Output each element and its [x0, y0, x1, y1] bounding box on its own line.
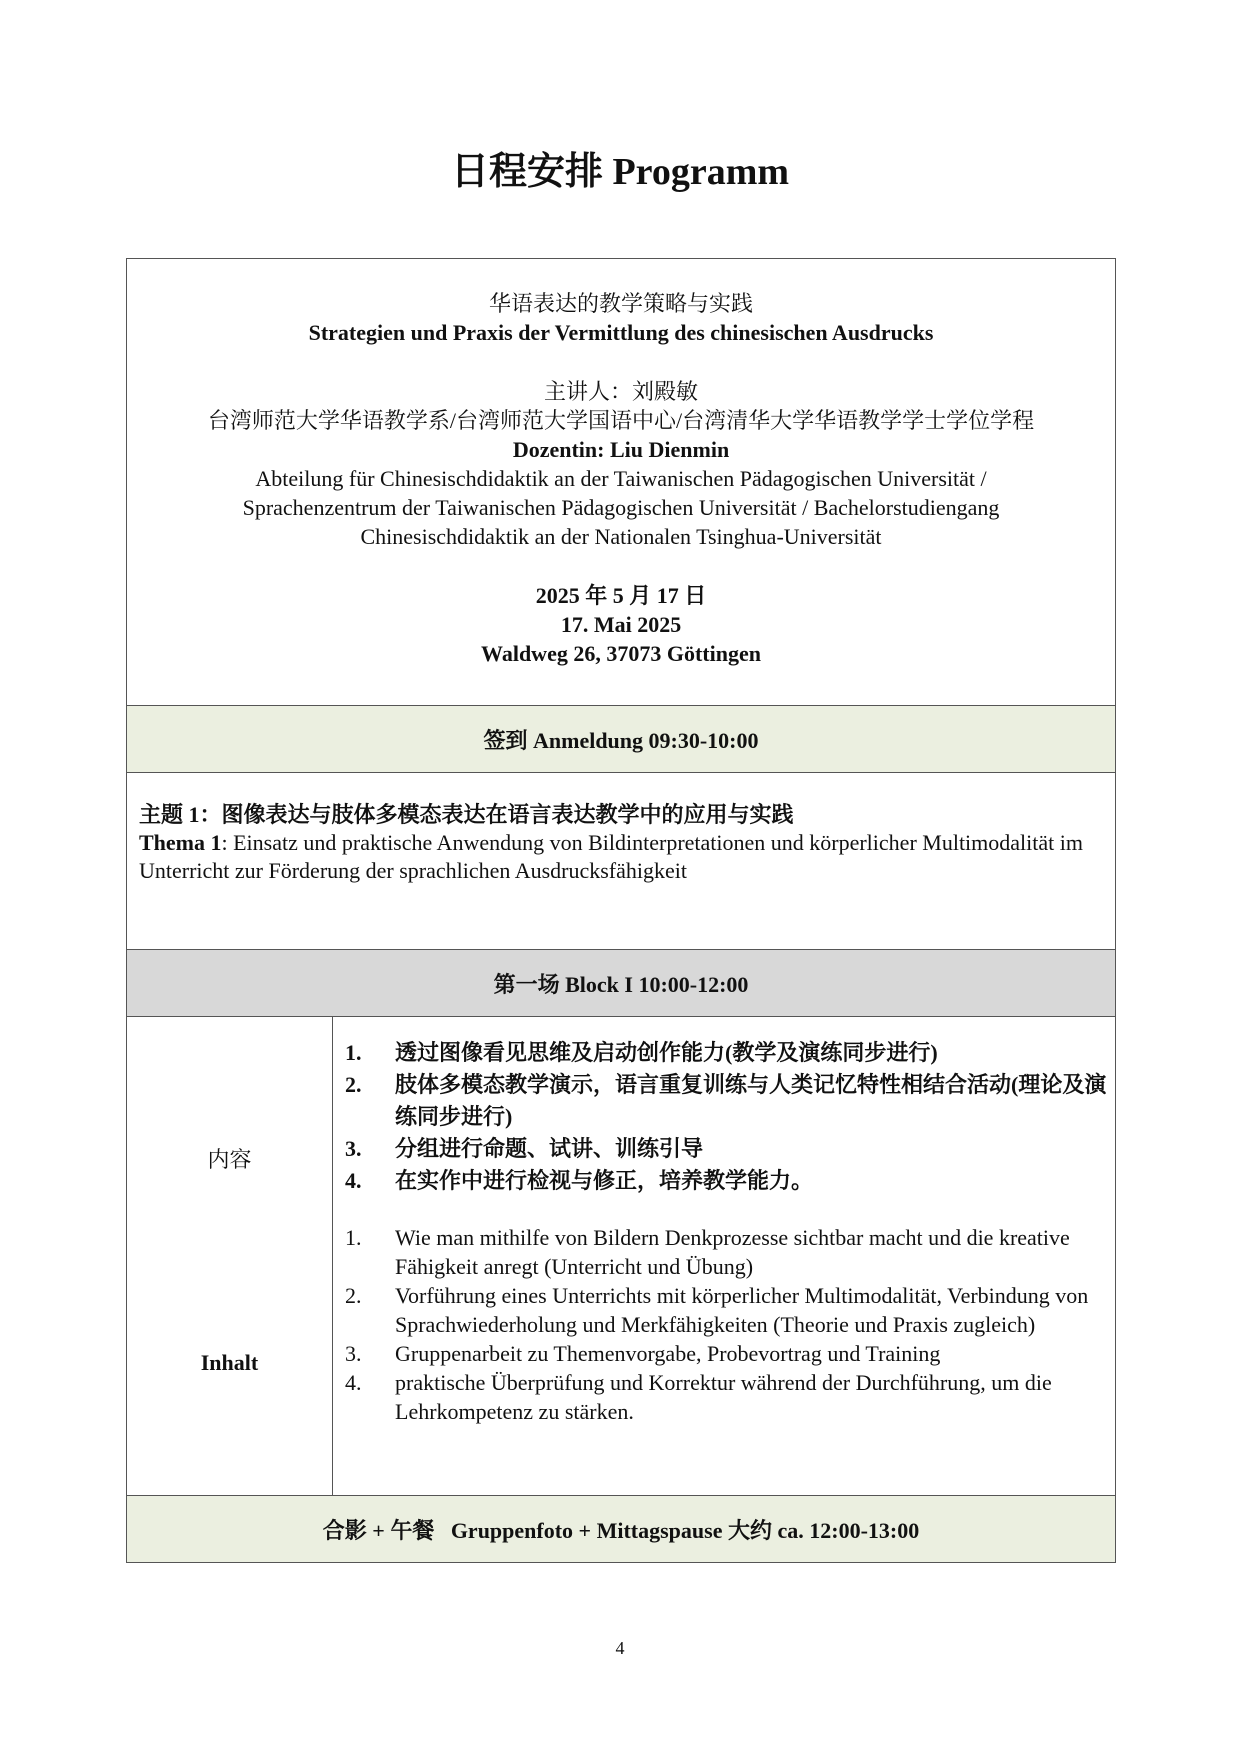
list-item: 4. 在实作中进行检视与修正，培养教学能力。	[345, 1168, 814, 1193]
topic-de: Strategien und Praxis der Vermittlung des chinesischen Ausdrucks	[308, 320, 934, 345]
speaker-de: Dozentin: Liu Dienmin	[512, 437, 730, 462]
list-item: 3. 分组进行命题、试讲、训练引导	[345, 1136, 704, 1161]
registration-bar: 签到 Anmeldung 09:30-10:00	[127, 706, 1116, 773]
date-zh: 2025 年 5 月 17 日	[535, 583, 707, 608]
content-label-cell	[127, 1017, 333, 1496]
list-item: 2. 肢体多模态教学演示，语言重复训练与人类记忆特性相结合活动(理论及演练同步进行)	[345, 1072, 1107, 1129]
content-row	[127, 1017, 1116, 1496]
theme-de	[139, 829, 1115, 885]
content-list-zh	[333, 1037, 1115, 1197]
page-number: 4	[615, 1638, 625, 1658]
content-label-zh: 内容	[207, 1147, 252, 1172]
list-item: 1. 透过图像看见思维及启动创作能力(教学及演练同步进行)	[345, 1040, 938, 1065]
block-bar: 第一场 Block I 10:00-12:00	[127, 950, 1116, 1017]
theme-de-label: Thema 1	[139, 830, 222, 855]
address: Waldweg 26, 37073 Göttingen	[481, 641, 761, 666]
list-item: 1. Wie man mithilfe von Bildern Denkprozesse sichtbar macht und die kreative Fähigkeit anregt (Unterricht und Übung)	[345, 1225, 1070, 1279]
date-de: 17. Mai 2025	[560, 612, 682, 637]
speaker-zh: 主讲人：刘殿敏	[544, 379, 699, 404]
content-list-de	[333, 1223, 1115, 1426]
page-title: 日程安排 Programm	[450, 151, 790, 193]
theme-row	[127, 773, 1116, 950]
header-cell	[127, 259, 1116, 706]
affiliation-de-line-1: Abteilung für Chinesischdidaktik an der Taiwanischen Pädagogischen Universität /	[255, 466, 987, 491]
content-label-de: Inhalt	[200, 1350, 259, 1375]
affiliation-de-line-2: Sprachenzentrum der Taiwanischen Pädagogischen Universität / Bachelorstudiengang	[242, 495, 1000, 520]
content-items-cell	[333, 1017, 1116, 1496]
registration-row	[127, 706, 1116, 773]
lunch-row	[127, 1496, 1116, 1563]
theme-zh-text: 图像表达与肢体多模态表达在语言表达教学中的应用与实践	[221, 802, 794, 827]
theme-de-text: : Einsatz und praktische Anwendung von Bildinterpretationen und körperlicher Multimodalität im Unterricht zur Förderung der sprachlichen Ausdrucksfähigkeit	[139, 830, 1083, 883]
header-row	[127, 259, 1116, 706]
block-row	[127, 950, 1116, 1017]
list-item: 3. Gruppenarbeit zu Themenvorgabe, Probevortrag und Training	[345, 1341, 941, 1366]
list-item: 4. praktische Überprüfung und Korrektur während der Durchführung, um die Lehrkompetenz zu stärken.	[345, 1370, 1052, 1424]
theme-zh	[139, 801, 1115, 829]
topic-zh: 华语表达的教学策略与实践	[489, 291, 754, 316]
lunch-bar: 合影 + 午餐 Gruppenfoto + Mittagspause 大约 ca. 12:00-13:00	[127, 1496, 1116, 1563]
list-item: 2. Vorführung eines Unterrichts mit körperlicher Multimodalität, Verbindung von Sprachwiederholung und Merkfähigkeiten (Theorie und Praxis zugleich)	[345, 1283, 1089, 1337]
affiliation-de-line-3: Chinesischdidaktik an der Nationalen Tsinghua-Universität	[360, 524, 882, 549]
affiliation-zh: 台湾师范大学华语教学系/台湾师范大学国语中心/台湾清华大学华语教学学士学位学程	[207, 408, 1035, 433]
theme-zh-label: 主题 1：	[139, 802, 222, 827]
programme-table	[126, 258, 1116, 1563]
theme-cell	[127, 773, 1116, 950]
